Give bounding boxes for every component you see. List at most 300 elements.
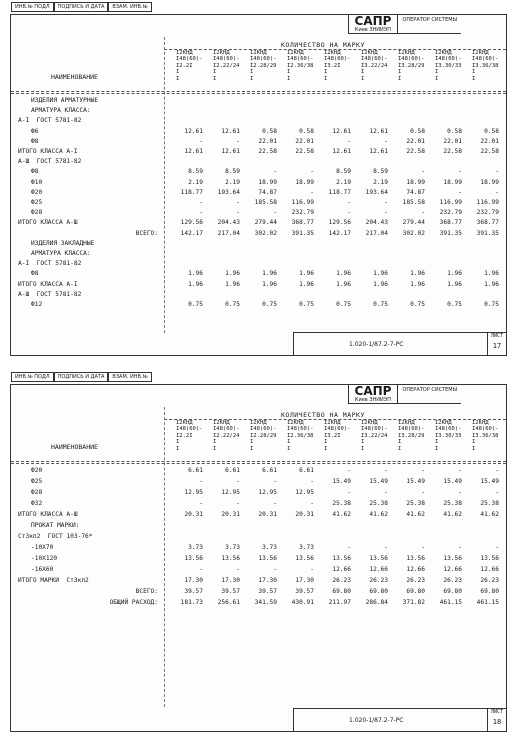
cell-value: 0.58 — [299, 127, 314, 135]
cell-value: 26.23 — [406, 577, 425, 584]
cell-value: - — [347, 209, 351, 217]
cell-value: 1.96 — [336, 280, 351, 288]
row-label: Ф20 — [31, 188, 43, 196]
cell-value: 41.62 — [332, 511, 351, 518]
cell-value: - — [495, 544, 499, 551]
row-label: А-Ш ГОСТ 5781-82 — [18, 158, 82, 166]
row-label: -16Х60 — [31, 566, 54, 573]
column-headers — [176, 50, 509, 82]
cell-value: - — [421, 209, 425, 217]
cell-value: 25.38 — [480, 500, 499, 507]
cell-value: 8.59 — [373, 168, 388, 176]
cell-value: 22.01 — [406, 137, 425, 145]
count-title: КОЛИЧЕСТВО НА МАРКУ — [281, 411, 365, 419]
cell-value: 1.96 — [188, 270, 203, 278]
table-row — [11, 478, 506, 487]
cell-value: 2.19 — [336, 178, 351, 186]
table-row — [11, 500, 506, 509]
column-header: I2КНД I48(60)- I2.36/38 I I — [287, 420, 314, 452]
cell-value: 12.61 — [332, 148, 351, 155]
cell-value: 116.99 — [476, 199, 499, 206]
cell-value: 41.62 — [443, 511, 462, 518]
cell-value: 15.49 — [406, 478, 425, 485]
cell-value: 1.96 — [299, 270, 314, 278]
cell-value: 12.61 — [369, 148, 388, 155]
table-row — [11, 107, 506, 116]
cell-value: - — [236, 566, 240, 573]
title-block — [348, 15, 461, 34]
cell-value: 20.31 — [184, 511, 203, 518]
cell-value: 20.31 — [295, 511, 314, 518]
table-row — [11, 467, 506, 476]
cell-value: - — [458, 188, 462, 196]
cell-value: 1.96 — [373, 270, 388, 278]
cell-value: 17.30 — [258, 577, 277, 584]
cell-value: - — [421, 168, 425, 176]
name-header: НАИМЕНОВАНИЕ — [51, 443, 98, 451]
cell-value: - — [384, 199, 388, 206]
cell-value: - — [458, 489, 462, 496]
cell-value: 3.73 — [188, 544, 203, 551]
column-header: I2КНД I48(60)- I3.28/29 I I — [398, 50, 425, 82]
cell-value: 18.99 — [480, 178, 499, 186]
table-row — [11, 260, 506, 269]
cell-value: 12.61 — [184, 148, 203, 155]
table-row — [11, 599, 506, 608]
cell-value: 1.96 — [484, 270, 499, 278]
row-label: Ф8 — [31, 168, 39, 176]
cell-value: - — [347, 544, 351, 551]
approval-stamp — [11, 2, 152, 12]
cell-value: 0.75 — [299, 301, 314, 308]
cell-value: - — [199, 478, 203, 485]
table-row — [11, 219, 506, 228]
divider — [11, 93, 506, 94]
cell-value: 18.99 — [258, 178, 277, 186]
row-label: ОБЩИЙ РАСХОД: — [109, 599, 158, 606]
cell-value: 211.97 — [328, 599, 351, 606]
cell-value: 6.61 — [262, 467, 277, 474]
row-label: А-Ш ГОСТ 5781-82 — [18, 290, 82, 298]
row-label: ИТОГО КЛАССА А-Ш — [18, 511, 78, 518]
cell-value: 13.56 — [406, 555, 425, 562]
cell-value: - — [236, 500, 240, 507]
cell-value: 2.19 — [225, 178, 240, 186]
cell-value: 6.61 — [225, 467, 240, 474]
sheet-label: ЛИСТ — [490, 333, 504, 339]
cell-value: - — [495, 188, 499, 196]
cell-value: 193.64 — [217, 188, 240, 196]
cell-value: 41.62 — [406, 511, 425, 518]
cell-value: 26.23 — [369, 577, 388, 584]
cell-value: - — [347, 467, 351, 474]
column-header: I2КНД I48(60)- I3.22/24 I I — [361, 420, 388, 452]
cell-value: 15.49 — [332, 478, 351, 485]
cell-value: 2.19 — [373, 178, 388, 186]
cell-value: - — [273, 500, 277, 507]
cell-value: 20.31 — [221, 511, 240, 518]
cell-value: 22.01 — [258, 137, 277, 145]
cell-value: 69.80 — [369, 588, 388, 595]
row-label: ИЗДЕЛИЯ АРМАТУРНЫЕ — [31, 97, 99, 104]
row-label: ПРОКАТ МАРКИ: — [31, 522, 80, 529]
column-header: I2КНД I48(60)- I3.28/29 I I — [398, 420, 425, 452]
cell-value: 18.99 — [443, 178, 462, 186]
cell-value: 181.73 — [180, 599, 203, 606]
cell-value: 17.30 — [295, 577, 314, 584]
table-row — [11, 270, 506, 279]
cell-value: 232.79 — [476, 209, 499, 217]
cell-value: - — [384, 137, 388, 145]
cell-value: - — [458, 168, 462, 176]
cell-value: 0.75 — [373, 301, 388, 308]
cell-value: 185.58 — [402, 199, 425, 206]
stamp-sign: ПОДПИСЬ И ДАТА — [54, 2, 109, 12]
cell-value: 22.01 — [295, 137, 314, 145]
cell-value: 22.58 — [295, 148, 314, 155]
cell-value: 1.96 — [484, 280, 499, 288]
cell-value: 25.38 — [369, 500, 388, 507]
row-label: Ф6 — [31, 127, 39, 135]
cell-value: 0.75 — [410, 301, 425, 308]
cell-value: 12.61 — [221, 127, 240, 135]
cell-value: 8.59 — [336, 168, 351, 176]
cell-value: - — [495, 168, 499, 176]
sheet-number: 17 — [492, 342, 502, 350]
row-label: Ф32 — [31, 500, 43, 507]
cell-value: 391.35 — [476, 229, 499, 237]
cell-value: 1.96 — [299, 280, 314, 288]
cell-value: 0.75 — [225, 301, 240, 308]
divider — [11, 461, 506, 462]
cell-value: 0.75 — [188, 301, 203, 308]
cell-value: 12.61 — [221, 148, 240, 155]
cell-value: - — [236, 478, 240, 485]
cell-value: 232.79 — [291, 209, 314, 217]
cell-value: 286.84 — [365, 599, 388, 606]
row-label: ИТОГО КЛАССА А-Ш — [18, 219, 78, 227]
cell-value: 12.61 — [369, 127, 388, 135]
doc-number: 1.020-1/87.2-7-РС — [349, 341, 404, 348]
cell-value: 12.61 — [184, 127, 203, 135]
table-row — [11, 209, 506, 218]
cell-value: - — [421, 544, 425, 551]
cell-value: 13.56 — [295, 555, 314, 562]
cell-value: 26.23 — [332, 577, 351, 584]
row-label: ИТОГО КЛАССА А-I — [18, 280, 78, 288]
cell-value: 22.58 — [258, 148, 277, 155]
cell-value: 39.57 — [295, 588, 314, 595]
table-row — [11, 250, 506, 259]
table-row — [11, 577, 506, 586]
cell-value: 0.75 — [336, 301, 351, 308]
cell-value: - — [347, 137, 351, 145]
cell-value: 13.56 — [184, 555, 203, 562]
cell-value: 116.99 — [439, 199, 462, 206]
cell-value: 430.91 — [291, 599, 314, 606]
row-label: АРМАТУРА КЛАССА: — [31, 250, 91, 257]
cell-value: 12.66 — [369, 566, 388, 573]
divider — [164, 419, 506, 420]
stamp-sign: ПОДПИСЬ И ДАТА — [54, 372, 109, 382]
cell-value: 0.58 — [447, 127, 462, 135]
cell-value: 15.49 — [480, 478, 499, 485]
sheet-18 — [10, 374, 507, 732]
column-headers — [176, 420, 509, 452]
sapr-org: Киев ЗНИИЭП — [354, 27, 392, 33]
row-label: АРМАТУРА КЛАССА: — [31, 107, 91, 115]
cell-value: 461.15 — [476, 599, 499, 606]
name-header: НАИМЕНОВАНИЕ — [51, 73, 98, 81]
cell-value: - — [273, 566, 277, 573]
table-row — [11, 511, 506, 520]
cell-value: - — [347, 199, 351, 206]
table-row — [11, 189, 506, 198]
stamp-inv: ИНВ.№ ПОДЛ — [11, 2, 54, 12]
cell-value: 69.80 — [332, 588, 351, 595]
divider — [11, 91, 506, 92]
cell-value: - — [458, 467, 462, 474]
cell-value: 368.77 — [291, 219, 314, 227]
cell-value: - — [495, 467, 499, 474]
cell-value: 368.77 — [476, 219, 499, 227]
row-label: Ф10 — [31, 178, 43, 186]
cell-value: 74.87 — [406, 188, 425, 196]
cell-value: 279.44 — [402, 219, 425, 227]
column-header: I2КНД I48(60)- I3.2I I I — [324, 420, 351, 452]
column-header: I2КНД I48(60)- I3.36/38 I I — [472, 420, 499, 452]
cell-value: 13.56 — [369, 555, 388, 562]
row-label: -10Х120 — [31, 555, 58, 562]
column-header: I2КНД I48(60)- I3.22/24 I I — [361, 50, 388, 82]
cell-value: 74.87 — [258, 188, 277, 196]
cell-value: 0.58 — [262, 127, 277, 135]
approval-stamp — [11, 372, 152, 382]
cell-value: - — [273, 478, 277, 485]
cell-value: 17.30 — [221, 577, 240, 584]
cell-value: 12.95 — [184, 489, 203, 496]
cell-value: - — [384, 544, 388, 551]
cell-value: 6.61 — [299, 467, 314, 474]
column-header: I2КНД I48(60)- I3.30/33 I I — [435, 50, 462, 82]
row-label: Ф28 — [31, 489, 43, 496]
row-label: Ф12 — [31, 301, 43, 308]
row-label: ИТОГО КЛАССА А-I — [18, 148, 78, 155]
cell-value: 0.75 — [484, 301, 499, 308]
cell-value: 0.75 — [447, 301, 462, 308]
row-label: Ф25 — [31, 478, 43, 485]
table-row — [11, 533, 506, 542]
cell-value: 1.96 — [225, 270, 240, 278]
cell-value: 13.56 — [332, 555, 351, 562]
cell-value: 13.56 — [480, 555, 499, 562]
cell-value: 12.66 — [443, 566, 462, 573]
table-row — [11, 291, 506, 300]
cell-value: 3.73 — [225, 544, 240, 551]
row-label: ИЗДЕЛИЯ ЗАКЛАДНЫЕ — [31, 239, 95, 247]
divider — [164, 49, 506, 50]
count-title: КОЛИЧЕСТВО НА МАРКУ — [281, 41, 365, 49]
cell-value: 302.02 — [254, 229, 277, 237]
table-row — [11, 522, 506, 531]
cell-value: 1.96 — [262, 280, 277, 288]
cell-value: - — [495, 489, 499, 496]
cell-value: 22.58 — [443, 148, 462, 155]
cell-value: - — [310, 168, 314, 176]
footer-block — [293, 332, 506, 355]
cell-value: 41.62 — [480, 511, 499, 518]
table-row — [11, 179, 506, 188]
cell-value: - — [199, 500, 203, 507]
cell-value: - — [236, 199, 240, 206]
sapr-role: ОПЕРАТОР СИСТЕМЫ — [402, 17, 457, 23]
cell-value: 69.80 — [443, 588, 462, 595]
cell-value: 371.82 — [402, 599, 425, 606]
cell-value: 217.04 — [217, 229, 240, 237]
cell-value: 1.96 — [410, 270, 425, 278]
cell-value: 13.56 — [258, 555, 277, 562]
cell-value: 12.66 — [332, 566, 351, 573]
cell-value: 279.44 — [254, 219, 277, 227]
cell-value: 26.23 — [480, 577, 499, 584]
stamp-vzam: ВЗАМ. ИНВ.№ — [108, 2, 151, 12]
column-header: I2КНД I48(60)- I2.22/24 I I — [213, 50, 240, 82]
cell-value: 13.56 — [221, 555, 240, 562]
cell-value: - — [310, 500, 314, 507]
cell-value: - — [199, 209, 203, 217]
cell-value: 0.75 — [262, 301, 277, 308]
cell-value: 341.59 — [254, 599, 277, 606]
cell-value: 13.56 — [443, 555, 462, 562]
table-row — [11, 544, 506, 553]
cell-value: 8.59 — [188, 168, 203, 176]
table-row — [11, 128, 506, 137]
cell-value: - — [199, 566, 203, 573]
row-label: -10Х70 — [31, 544, 54, 551]
cell-value: 129.56 — [180, 219, 203, 227]
table-row — [11, 240, 506, 249]
cell-value: - — [199, 137, 203, 145]
row-label: А-I ГОСТ 5781-82 — [18, 260, 82, 268]
cell-value: 1.96 — [373, 280, 388, 288]
cell-value: 461.15 — [439, 599, 462, 606]
table-row — [11, 281, 506, 290]
stamp-inv: ИНВ.№ ПОДЛ — [11, 372, 54, 382]
cell-value: 256.61 — [217, 599, 240, 606]
cell-value: 17.30 — [184, 577, 203, 584]
column-header: I2КНД I48(60)- I2.2I I I — [176, 420, 203, 452]
cell-value: 116.99 — [291, 199, 314, 206]
cell-value: 22.01 — [443, 137, 462, 145]
cell-value: 204.43 — [365, 219, 388, 227]
table-row — [11, 158, 506, 167]
cell-value: - — [310, 566, 314, 573]
column-header: I2КНД I48(60)- I2.28/29 I I — [250, 50, 277, 82]
cell-value: 39.57 — [221, 588, 240, 595]
archive-number — [0, 535, 1, 583]
cell-value: 26.23 — [443, 577, 462, 584]
row-label: Ф8 — [31, 137, 39, 145]
cell-value: 3.73 — [262, 544, 277, 551]
cell-value: 69.80 — [480, 588, 499, 595]
stamp-vzam: ВЗАМ. ИНВ.№ — [108, 372, 151, 382]
cell-value: - — [421, 467, 425, 474]
cell-value: 20.31 — [258, 511, 277, 518]
sheet-number: 18 — [492, 718, 502, 726]
cell-value: 25.38 — [332, 500, 351, 507]
cell-value: - — [273, 209, 277, 217]
cell-value: 12.66 — [480, 566, 499, 573]
cell-value: 22.58 — [406, 148, 425, 155]
cell-value: 1.96 — [188, 280, 203, 288]
table-row — [11, 555, 506, 564]
table-row — [11, 168, 506, 177]
cell-value: 391.35 — [439, 229, 462, 237]
table-row — [11, 230, 506, 239]
cell-value: 12.61 — [332, 127, 351, 135]
column-header: I2КНД I48(60)- I2.22/24 I I — [213, 420, 240, 452]
table-row — [11, 148, 506, 157]
cell-value: - — [347, 489, 351, 496]
cell-value: 8.59 — [225, 168, 240, 176]
cell-value: 39.57 — [184, 588, 203, 595]
divider — [11, 463, 506, 464]
cell-value: 0.58 — [484, 127, 499, 135]
cell-value: 118.77 — [180, 188, 203, 196]
cell-value: 22.58 — [480, 148, 499, 155]
cell-value: 232.79 — [439, 209, 462, 217]
column-header: I2КНД I48(60)- I3.2I I I — [324, 50, 351, 82]
cell-value: 6.61 — [188, 467, 203, 474]
cell-value: 1.96 — [447, 270, 462, 278]
sheet-17 — [10, 4, 507, 356]
cell-value: 142.17 — [180, 229, 203, 237]
cell-value: 41.62 — [369, 511, 388, 518]
cell-value: - — [273, 168, 277, 176]
row-label: А-I ГОСТ 5781-82 — [18, 117, 82, 125]
cell-value: 18.99 — [295, 178, 314, 186]
cell-value: 69.80 — [406, 588, 425, 595]
cell-value: - — [458, 544, 462, 551]
row-label: ВСЕГО: — [135, 229, 158, 237]
sapr-title: САПР — [354, 384, 392, 398]
cell-value: - — [199, 199, 203, 206]
cell-value: 142.17 — [328, 229, 351, 237]
row-label: Ф8 — [31, 270, 39, 278]
cell-value: 3.73 — [299, 544, 314, 551]
cell-value: 1.96 — [262, 270, 277, 278]
cell-value: 1.96 — [410, 280, 425, 288]
cell-value: 391.35 — [291, 229, 314, 237]
table-row — [11, 301, 506, 310]
doc-number: 1.020-1/87.2-7-РС — [349, 717, 404, 724]
cell-value: 217.04 — [365, 229, 388, 237]
footer-block — [293, 708, 506, 731]
cell-value: 1.96 — [336, 270, 351, 278]
cell-value: - — [384, 467, 388, 474]
table-row — [11, 489, 506, 498]
cell-value: 118.77 — [328, 188, 351, 196]
row-label: Ст3кп2 ГОСТ 103-76* — [18, 533, 93, 540]
cell-value: 39.57 — [258, 588, 277, 595]
cell-value: 18.99 — [406, 178, 425, 186]
row-label: ИТОГО МАРКИ Ст3кп2 — [18, 577, 89, 584]
cell-value: 0.58 — [410, 127, 425, 135]
column-header: I2КНД I48(60)- I3.30/33 I I — [435, 420, 462, 452]
row-label: Ф25 — [31, 199, 43, 206]
row-label: Ф28 — [31, 209, 43, 217]
cell-value: 1.96 — [447, 280, 462, 288]
